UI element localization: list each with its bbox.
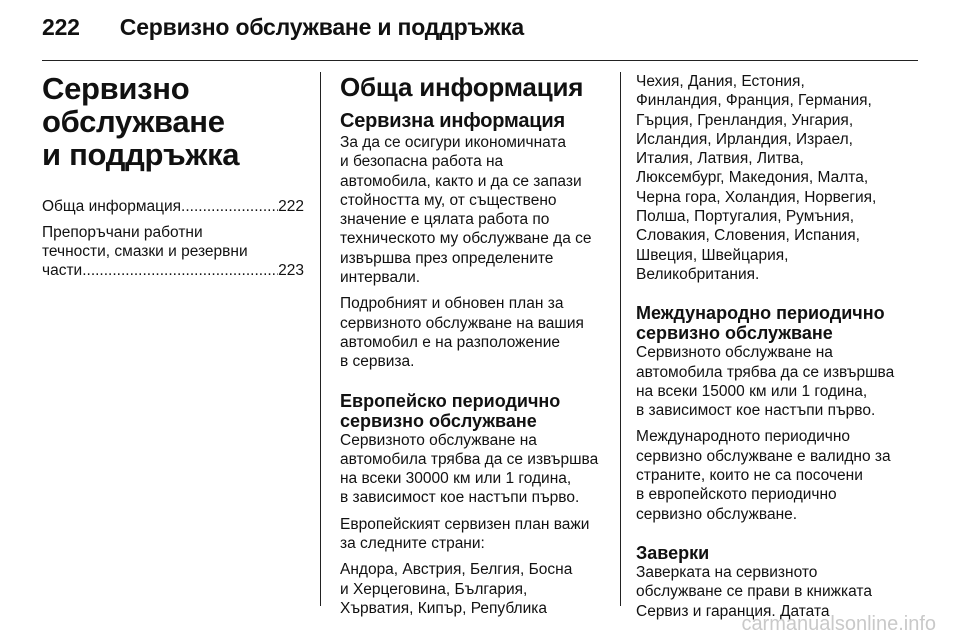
paragraph-service-plan: Подробният и обновен план за сервизното обслужване на вашия автомобил е на разположение в сервиза.: [340, 295, 584, 371]
column-divider-1: [320, 72, 321, 606]
right-column: [636, 72, 906, 628]
header-title: Сервизно обслужване и поддръжка: [119, 14, 524, 40]
section-heading-general-info: Обща информация: [340, 72, 584, 102]
toc-entry-label-line: Препоръчани работни: [42, 224, 203, 241]
toc-page-number: 222: [278, 198, 304, 215]
subheading-service-info: Сервизна информация: [340, 110, 565, 132]
toc-leader-dots: [181, 197, 278, 216]
left-column: [42, 72, 304, 287]
column-divider-2: [620, 72, 621, 606]
watermark: carmanualsonline.info: [741, 613, 936, 635]
paragraph-european-interval: Сервизното обслужване на автомобила трябва да се извършва на всеки 30000 км или 1 година, в зависимост кое настъпи първо.: [340, 431, 599, 507]
toc-page-number: 223: [278, 262, 304, 279]
paragraph-intro: За да се осигури икономичната и безопасна работа на автомобила, както и да се запази стойността му, от съществено значение е цялата работа по техническото му обслужване да се извършва през определените интервали.: [340, 134, 592, 287]
toc-entry-label: Обща информация: [42, 198, 182, 215]
paragraph-international-interval: Сервизното обслужване на автомобила трябва да се извършва на всеки 15000 км или 1 година, в зависимост кое настъпи първо.: [636, 344, 895, 420]
paragraph-countries-continued: Чехия, Дания, Естония, Финландия, Франция, Германия, Гърция, Гренландия, Унгария, Исландия, Ирландия, Израел, Италия, Латвия, Литва, Люксембург, Македония, Малта, Черна гора, Холандия, Норвегия, Полша, Португалия, Румъния, Словакия, Словения, Испания, Швеция, Швейцария, Великобритания.: [636, 73, 877, 283]
toc-entry-label: части: [42, 262, 83, 279]
middle-column: [340, 72, 608, 625]
subheading-international-service: Международно периодично сервизно обслужване: [636, 303, 885, 344]
paragraph-certification: Заверката на сервизното обслужване се прави в книжката Сервиз и гаранция. Датата: [636, 563, 872, 620]
subheading-certification: Заверки: [636, 542, 710, 563]
paragraph-international-validity: Международното периодично сервизно обслужване е валидно за страните, които не са посочени в европейското периодично сервизно обслужване.: [636, 428, 891, 523]
paragraph-european-countries-intro: Европейският сервизен план важи за следните страни:: [340, 515, 590, 553]
subheading-european-service: Европейско периодично сервизно обслужване: [340, 390, 561, 431]
page-number: 222: [42, 14, 80, 40]
toc-leader-dots: [82, 261, 278, 280]
toc-entry-general-info[interactable]: [42, 197, 304, 216]
page-header: [42, 14, 524, 44]
toc-entry-label-line: течности, смазки и резервни: [42, 243, 248, 260]
chapter-title: Сервизно обслужване и поддръжка: [42, 71, 240, 172]
paragraph-countries-start: Андора, Австрия, Белгия, Босна и Херцеговина, България, Хърватия, Кипър, Република: [340, 561, 573, 617]
header-rule: [42, 60, 918, 61]
toc-entry-fluids[interactable]: [42, 223, 304, 280]
